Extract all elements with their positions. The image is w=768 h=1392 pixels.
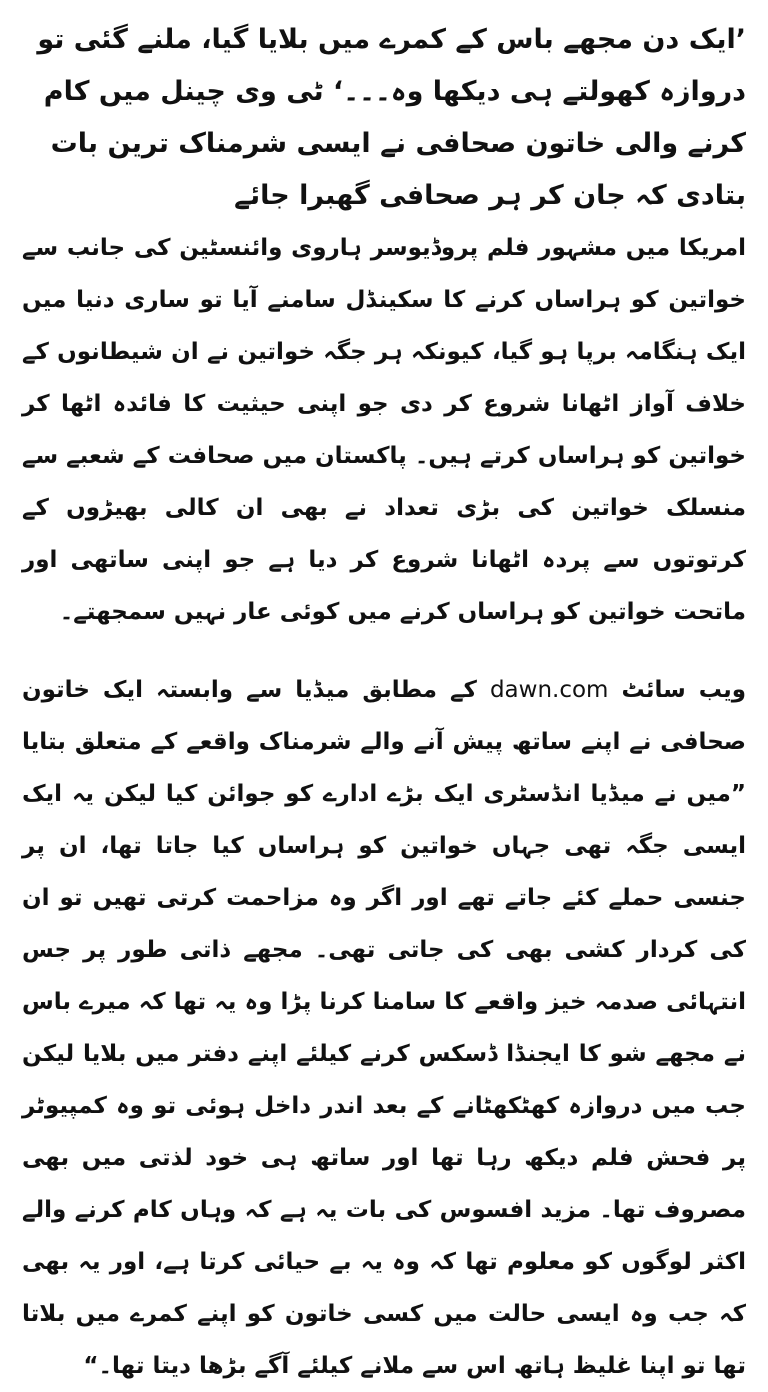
source-site-link: dawn.com [489,677,609,703]
article-headline: ’ایک دن مجھے باس کے کمرے میں بلایا گیا، ملنے گئی تو دروازہ کھولتے ہی دیکھا وہ۔۔۔‘ ٹی وی چینل میں کام کرنے والی خاتون صحافی نے ایسی شرمناک ترین بات بتادی کہ جان کر ہر صحافی گھبرا جائے [37,24,746,211]
paragraph-testimony-body: کے مطابق میڈیا سے وابستہ ایک خاتون صحافی نے اپنے ساتھ پیش آنے والے شرمناک واقعے کے متعلق بتایا ”میں نے میڈیا انڈسٹری ایک بڑے ادارے کو جوائن کیا لیکن یہ ایک ایسی جگہ تھی جہاں خواتین کو ہراساں کیا جاتا تھا، ان پر جنسی حملے کئے جاتے تھے اور اگر وہ مزاحمت کرتی تھیں تو ان کی کردار کشی بھی کی جاتی تھی۔ مجھے ذاتی طور پر جس انتہائی صدمہ خیز واقعے کا سامنا کرنا پڑا وہ یہ تھا کہ میرے باس نے مجھے شو کا ایجنڈا ڈسکس کرنے کیلئے اپنے دفتر میں بلایا لیکن جب میں دروازہ کھٹکھٹانے کے بعد اندر داخل ہوئی تو وہ کمپیوٹر پر فحش فلم دیکھ رہا تھا اور ساتھ ہی خود لذتی میں بھی مصروف تھا۔ مزید افسوس کی بات یہ ہے کہ وہاں کام کرنے والے اکثر لوگوں کو معلوم تھا کہ وہ یہ بے حیائی کرتا ہے، اور یہ بھی کہ جب وہ ایسی حالت میں کسی خاتون کو اپنے کمرے میں بلاتا تھا تو اپنا غلیظ ہاتھ اس سے ملانے کیلئے آگے بڑھا دیتا تھا۔“ [22,677,746,1379]
paragraph-intro: امریکا میں مشہور فلم پروڈیوسر ہاروی وائنسٹین کی جانب سے خواتین کو ہراساں کرنے کا سکینڈل سامنے آیا تو ساری دنیا میں ایک ہنگامہ برپا ہو گیا، کیونکہ ہر جگہ خواتین نے ان شیطانوں کے خلاف آواز اٹھانا شروع کر دی جو اپنی حیثیت کا فائدہ اٹھا کر خواتین کو ہراساں کرتے ہیں۔ پاکستان میں صحافت کے شعبے سے منسلک خواتین کی بڑی تعداد نے بھی ان کالی بھیڑوں کے کرتوتوں سے پردہ اٹھانا شروع کر دیا ہے جو اپنی ساتھی اور ماتحت خواتین کو ہراساں کرنے میں کوئی عار نہیں سمجھتے۔ [22,235,746,625]
paragraph-testimony-lead: ویب سائٹ [608,677,746,703]
article-body [22,14,746,1392]
paragraph-testimony [22,664,746,1392]
paragraph-spacer [22,638,746,664]
